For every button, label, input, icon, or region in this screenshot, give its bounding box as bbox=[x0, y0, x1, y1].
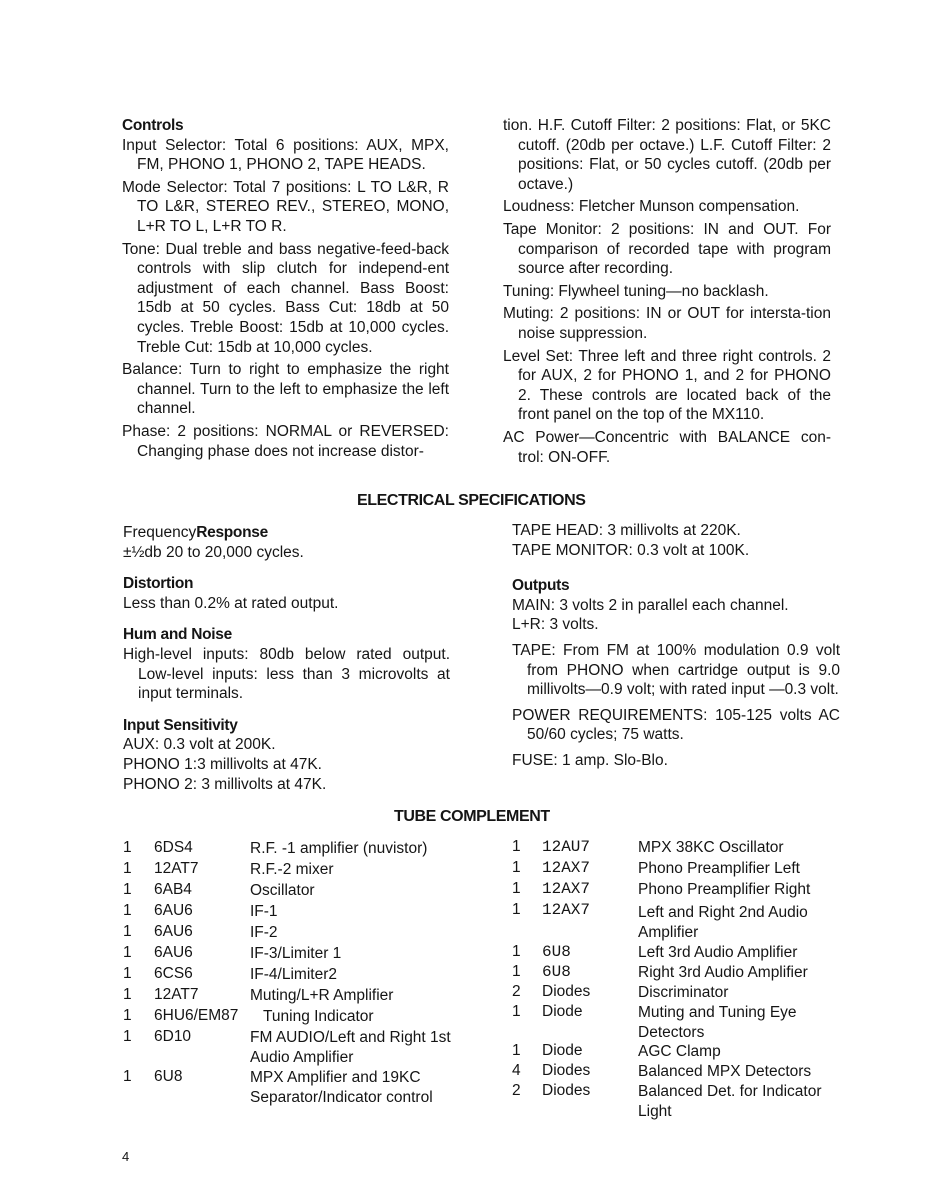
tube-qty: 1 bbox=[512, 859, 521, 876]
distortion-heading: Distortion bbox=[123, 575, 194, 593]
tube-function: Muting/L+R Amplifier bbox=[250, 987, 394, 1004]
tube-qty: 1 bbox=[123, 860, 132, 877]
tube-type: 6U8 bbox=[542, 963, 571, 981]
table-row bbox=[512, 901, 842, 943]
tube-function: Discriminator bbox=[638, 984, 729, 1001]
tube-qty: 1 bbox=[512, 838, 521, 855]
tube-function: IF-2 bbox=[250, 924, 278, 941]
tube-type: Diodes bbox=[542, 983, 591, 1000]
tube-type: 12AX7 bbox=[542, 880, 591, 898]
tube-qty: 1 bbox=[512, 1042, 521, 1059]
response-label: Response bbox=[196, 524, 268, 541]
tube-qty: 2 bbox=[512, 983, 521, 1000]
tube-qty: 1 bbox=[123, 839, 132, 856]
table-row bbox=[123, 923, 463, 944]
tube-type: 12AX7 bbox=[542, 859, 591, 877]
table-row bbox=[123, 986, 463, 1007]
tube-table-right bbox=[512, 838, 842, 1122]
hum-noise-value: High-level inputs: 80db below rated output. Low-level inputs: less than 3 microvolts at input terminals. bbox=[123, 645, 450, 703]
tube-function: Oscillator bbox=[250, 882, 315, 899]
sensitivity-line: PHONO 1:3 millivolts at 47K. bbox=[123, 755, 322, 773]
tube-qty: 1 bbox=[123, 965, 132, 982]
tube-function: MPX 38KC Oscillator bbox=[638, 839, 784, 856]
controls-paragraph: Balance: Turn to right to emphasize the right channel. Turn to the left to emphasize the left channel. bbox=[122, 361, 449, 418]
outputs-main: MAIN: 3 volts 2 in parallel each channel. bbox=[512, 596, 789, 614]
tube-function: R.F.-2 mixer bbox=[250, 861, 334, 878]
tube-function: Tuning Indicator bbox=[263, 1008, 374, 1025]
table-row bbox=[123, 944, 463, 965]
tube-function: Left and Right 2nd Audio Amplifier bbox=[638, 904, 808, 941]
table-row bbox=[123, 839, 463, 860]
tube-type: 6AB4 bbox=[154, 881, 192, 898]
controls-paragraph: Mode Selector: Total 7 positions: L TO L&R, R TO L&R, STEREO REV., STEREO, MONO, L+R TO L, L+R TO R. bbox=[122, 178, 449, 235]
table-row bbox=[512, 880, 842, 901]
tube-function: Right 3rd Audio Amplifier bbox=[638, 964, 808, 981]
page-number: 4 bbox=[122, 1149, 130, 1164]
table-row bbox=[123, 860, 463, 881]
table-row bbox=[123, 881, 463, 902]
tube-table-left bbox=[123, 839, 463, 1108]
frequency-label: Frequency bbox=[123, 524, 197, 541]
hum-noise-heading: Hum and Noise bbox=[123, 626, 232, 644]
tube-qty: 1 bbox=[123, 944, 132, 961]
sensitivity-line: PHONO 2: 3 millivolts at 47K. bbox=[123, 775, 327, 793]
tube-qty: 1 bbox=[512, 943, 521, 960]
tube-type: 12AT7 bbox=[154, 986, 199, 1003]
table-row bbox=[512, 1042, 842, 1062]
electrical-right-column bbox=[512, 521, 840, 783]
controls-paragraph: Tuning: Flywheel tuning—no backlash. bbox=[503, 282, 769, 300]
electrical-specifications-title: ELECTRICAL SPECIFICATIONS bbox=[357, 492, 586, 509]
tube-type: Diodes bbox=[542, 1082, 591, 1099]
tube-qty: 2 bbox=[512, 1082, 521, 1099]
table-row bbox=[123, 965, 463, 986]
outputs-tape: TAPE: From FM at 100% modulation 0.9 volt from PHONO when cartridge output is 9.0 millivolts—0.9 volt; with rated input —0.3 volt. bbox=[512, 641, 840, 699]
tube-type: 6CS6 bbox=[154, 965, 193, 982]
frequency-response-heading bbox=[123, 523, 450, 543]
tube-type: Diode bbox=[542, 1042, 583, 1059]
frequency-response-value: ±½db 20 to 20,000 cycles. bbox=[123, 543, 304, 561]
tape-monitor-spec: TAPE MONITOR: 0.3 volt at 100K. bbox=[512, 541, 750, 559]
tube-qty: 1 bbox=[512, 1003, 521, 1020]
outputs-block bbox=[512, 576, 840, 770]
tube-qty: 4 bbox=[512, 1062, 521, 1079]
outputs-heading: Outputs bbox=[512, 577, 570, 595]
tube-qty: 1 bbox=[512, 963, 521, 980]
table-row bbox=[512, 943, 842, 963]
tube-type: 12AX7 bbox=[542, 901, 591, 919]
input-sensitivity-heading: Input Sensitivity bbox=[123, 716, 238, 734]
tube-type: 12AT7 bbox=[154, 860, 199, 877]
tube-function: AGC Clamp bbox=[638, 1043, 721, 1060]
tube-function: Phono Preamplifier Left bbox=[638, 860, 800, 877]
tube-qty: 1 bbox=[123, 1007, 132, 1024]
table-row bbox=[123, 902, 463, 923]
tube-qty: 1 bbox=[512, 880, 521, 897]
table-row bbox=[512, 1003, 842, 1042]
tube-qty: 1 bbox=[123, 986, 132, 1003]
controls-left-column bbox=[122, 116, 449, 464]
tube-type: 12AU7 bbox=[542, 838, 591, 856]
table-row bbox=[123, 1028, 463, 1068]
tube-type: 6U8 bbox=[154, 1068, 183, 1085]
tube-qty: 1 bbox=[123, 923, 132, 940]
tube-qty: 1 bbox=[123, 881, 132, 898]
controls-paragraph: Loudness: Fletcher Munson compensation. bbox=[503, 198, 800, 216]
table-row bbox=[512, 859, 842, 880]
table-row bbox=[512, 1062, 842, 1082]
tube-function: Left 3rd Audio Amplifier bbox=[638, 944, 798, 961]
tube-function: Phono Preamplifier Right bbox=[638, 881, 811, 898]
tube-function: Balanced MPX Detectors bbox=[638, 1063, 812, 1080]
tube-function: IF-3/Limiter 1 bbox=[250, 945, 342, 962]
sensitivity-line: AUX: 0.3 volt at 200K. bbox=[123, 736, 276, 754]
tube-qty: 1 bbox=[123, 1028, 132, 1045]
tube-type: 6U8 bbox=[542, 943, 571, 961]
fuse-spec: FUSE: 1 amp. Slo-Blo. bbox=[512, 751, 668, 769]
tape-head-spec: TAPE HEAD: 3 millivolts at 220K. bbox=[512, 522, 741, 539]
electrical-left-column bbox=[123, 523, 450, 806]
tube-type: 6D10 bbox=[154, 1028, 192, 1045]
tube-function: MPX Amplifier and 19KC Separator/Indicator control bbox=[250, 1069, 433, 1106]
hum-noise-block bbox=[123, 625, 450, 703]
controls-paragraph: Input Selector: Total 6 positions: AUX, MPX, FM, PHONO 1, PHONO 2, TAPE HEADS. bbox=[122, 136, 449, 174]
tube-type: 6DS4 bbox=[154, 839, 193, 856]
tube-type: 6HU6/EM87 bbox=[154, 1007, 239, 1024]
outputs-lr: L+R: 3 volts. bbox=[512, 616, 599, 634]
table-row bbox=[512, 963, 842, 983]
table-row bbox=[123, 1007, 463, 1028]
tube-qty: 1 bbox=[123, 1068, 132, 1085]
table-row bbox=[512, 983, 842, 1003]
tube-qty: 1 bbox=[123, 902, 132, 919]
tube-type: 6AU6 bbox=[154, 944, 193, 961]
distortion-block bbox=[123, 574, 450, 613]
tube-qty: 1 bbox=[512, 901, 521, 918]
frequency-response-block bbox=[123, 523, 450, 562]
controls-paragraph: AC Power—Concentric with BALANCE con-trol: ON-OFF. bbox=[503, 428, 831, 466]
tube-complement-title: TUBE COMPLEMENT bbox=[394, 808, 550, 825]
power-requirements: POWER REQUIREMENTS: 105-125 volts AC 50/60 cycles; 75 watts. bbox=[512, 706, 840, 744]
tube-type: 6AU6 bbox=[154, 902, 193, 919]
table-row bbox=[123, 1068, 463, 1108]
controls-paragraph: Tone: Dual treble and bass negative-feed-back controls with slip clutch for independ-ent adjustment of each channel. Bass Boost: 15db at 50 cycles. Bass Cut: 18db at 50 cycles. Treble Boost: 15db at 10,000 cycles. Treble Cut: 15db at 10,000 cycles. bbox=[122, 240, 449, 356]
input-sensitivity-block bbox=[123, 716, 450, 794]
tape-block bbox=[512, 521, 840, 560]
table-row bbox=[512, 1082, 842, 1122]
controls-paragraph: Tape Monitor: 2 positions: IN and OUT. For comparison of recorded tape with program source after recording. bbox=[503, 220, 831, 278]
controls-paragraph: Level Set: Three left and three right controls. 2 for AUX, 2 for PHONO 1, and 2 for PHONO 2. These controls are located back of the front panel on the top of the MX110. bbox=[503, 347, 831, 424]
tube-function: IF-4/Limiter2 bbox=[250, 966, 337, 983]
tube-type: Diode bbox=[542, 1003, 583, 1020]
tube-function: Muting and Tuning Eye Detectors bbox=[638, 1004, 797, 1041]
tube-function: R.F. -1 amplifier (nuvistor) bbox=[250, 840, 428, 857]
tube-function: Balanced Det. for Indicator Light bbox=[638, 1083, 822, 1120]
tube-type: 6AU6 bbox=[154, 923, 193, 940]
tube-type: Diodes bbox=[542, 1062, 591, 1079]
tube-function: IF-1 bbox=[250, 903, 278, 920]
controls-paragraph: Phase: 2 positions: NORMAL or REVERSED: Changing phase does not increase distor- bbox=[122, 422, 449, 460]
controls-paragraph: tion. H.F. Cutoff Filter: 2 positions: Flat, or 5KC cutoff. (20db per octave.) L.F. Cutoff Filter: 2 positions: Flat, or 50 cycles cutoff. (20db per octave.) bbox=[503, 117, 831, 193]
distortion-value: Less than 0.2% at rated output. bbox=[123, 594, 339, 612]
controls-paragraph: Muting: 2 positions: IN or OUT for intersta-tion noise suppression. bbox=[503, 305, 831, 342]
tube-function: FM AUDIO/Left and Right 1st Audio Amplifier bbox=[250, 1029, 451, 1066]
controls-right-column bbox=[503, 116, 831, 470]
table-row bbox=[512, 838, 842, 859]
controls-heading: Controls bbox=[122, 117, 184, 134]
